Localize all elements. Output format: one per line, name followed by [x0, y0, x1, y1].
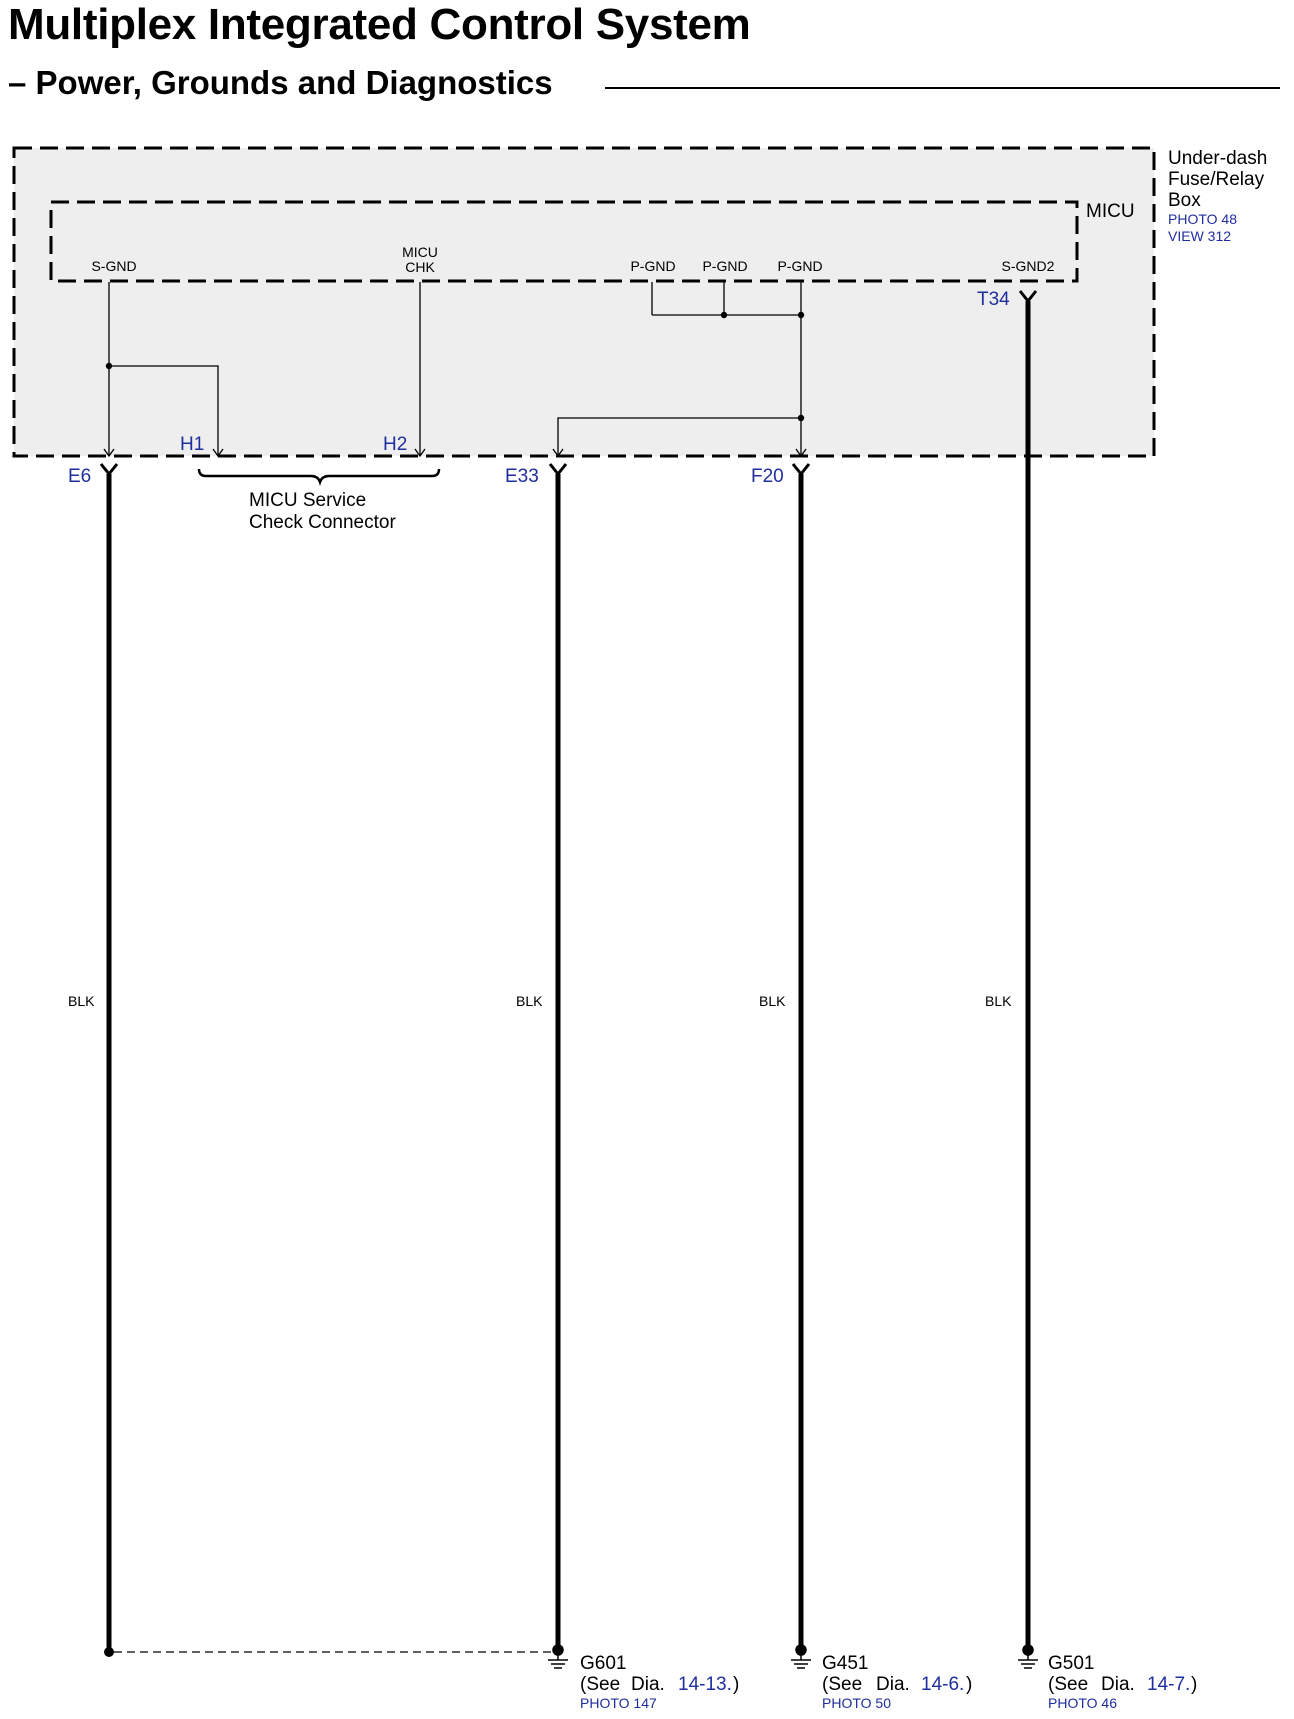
ground-g501-ref-link[interactable]: 14-7. — [1147, 1674, 1191, 1695]
ground-symbol-g451 — [791, 1645, 811, 1668]
ground-junction-dot — [104, 1647, 114, 1657]
page-title: Multiplex Integrated Control System — [8, 0, 751, 49]
pin-p-gnd-1: P-GND — [630, 258, 676, 274]
terminal-h2: H2 — [383, 434, 408, 455]
wire-color-label-e33: BLK — [516, 993, 543, 1009]
ground-g501-photo[interactable]: PHOTO 46 — [1048, 1695, 1117, 1711]
ground-g501-dia: Dia. — [1101, 1674, 1135, 1695]
pin-p-gnd-2: P-GND — [702, 258, 748, 274]
ground-g451-photo[interactable]: PHOTO 50 — [822, 1695, 891, 1711]
terminal-e33: E33 — [505, 466, 539, 487]
fuse-box-label-3: Box — [1168, 190, 1201, 211]
pin-micu-chk-2: CHK — [405, 259, 435, 275]
pin-s-gnd: S-GND — [91, 258, 137, 274]
ground-symbol-g501 — [1018, 1645, 1038, 1668]
ground-g601-close: ) — [733, 1674, 740, 1695]
fuse-box-label-2: Fuse/Relay — [1168, 169, 1265, 190]
fuse-box-label-1: Under-dash — [1168, 148, 1268, 169]
ground-wires — [109, 301, 1028, 1648]
service-connector-label-1: MICU Service — [249, 490, 367, 511]
ground-g601-ref-link[interactable]: 14-13. — [678, 1674, 732, 1695]
service-connector-brace — [199, 469, 439, 482]
page-subtitle: – Power, Grounds and Diagnostics — [8, 64, 553, 101]
ground-g451-close: ) — [966, 1674, 973, 1695]
ground-g451-dia: Dia. — [876, 1674, 910, 1695]
ground-g501-close: ) — [1191, 1674, 1198, 1695]
pin-micu-chk-1: MICU — [402, 244, 438, 260]
fuse-box-view-ref[interactable]: VIEW 312 — [1168, 228, 1232, 244]
terminal-h1: H1 — [180, 434, 205, 455]
ground-g451-see: (See — [822, 1674, 863, 1695]
service-connector-label-2: Check Connector — [249, 512, 396, 533]
micu-label: MICU — [1086, 201, 1135, 222]
ground-g601-see: (See — [580, 1674, 621, 1695]
wire-color-label-t34: BLK — [985, 993, 1012, 1009]
ground-g601-dia: Dia. — [631, 1674, 665, 1695]
wire-color-label-e6: BLK — [68, 993, 95, 1009]
pin-p-gnd-3: P-GND — [777, 258, 823, 274]
fuse-box-photo-ref[interactable]: PHOTO 48 — [1168, 211, 1237, 227]
ground-g451-name: G451 — [822, 1653, 869, 1674]
ground-g501-name: G501 — [1048, 1653, 1095, 1674]
ground-g601-photo[interactable]: PHOTO 147 — [580, 1695, 657, 1711]
terminal-t34: T34 — [977, 289, 1010, 310]
terminal-e6: E6 — [68, 466, 92, 487]
ground-symbol-g601 — [548, 1645, 568, 1668]
pin-s-gnd2: S-GND2 — [1001, 258, 1055, 274]
ground-g501-see: (See — [1048, 1674, 1089, 1695]
terminal-f20: F20 — [751, 466, 784, 487]
wire-color-label-f20: BLK — [759, 993, 786, 1009]
ground-g451-ref-link[interactable]: 14-6. — [921, 1674, 965, 1695]
ground-g601-name: G601 — [580, 1653, 627, 1674]
